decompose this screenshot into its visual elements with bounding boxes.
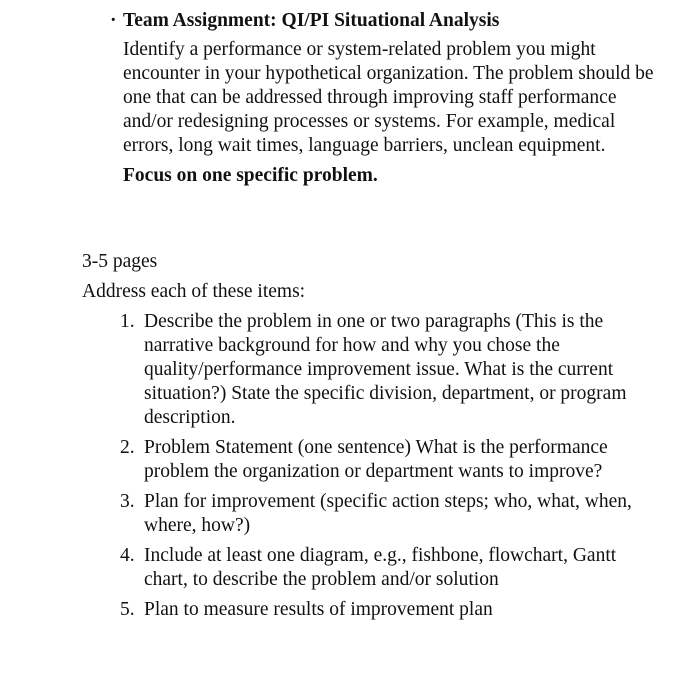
page-count: 3-5 pages	[82, 251, 158, 272]
list-item-text: Problem Statement (one sentence) What is the performance problem the organization or department wants to improve?	[144, 437, 608, 482]
bullet-marker: ·	[110, 10, 117, 31]
list-item-number: 1.	[120, 311, 135, 332]
list-item-text: Plan to measure results of improvement plan	[144, 599, 493, 620]
assignment-heading	[110, 9, 670, 33]
assignment-title: Team Assignment: QI/PI Situational Analysis	[123, 10, 500, 31]
assignment-focus: Focus on one specific problem.	[123, 165, 378, 186]
list-item-number: 2.	[120, 437, 135, 458]
list-item-number: 4.	[120, 545, 135, 566]
list-item	[120, 490, 640, 538]
assignment-section	[110, 9, 670, 188]
address-intro: Address each of these items:	[82, 281, 306, 302]
assignment-description: Identify a performance or system-related problem you might encounter in your hypothetical organization. The problem should be one that can be addressed through improving staff performance and/or redesigning processes or systems. For example, medical errors, long wait times, language barriers, unclean equipment.	[123, 39, 654, 156]
assignment-body	[123, 38, 670, 188]
list-item	[120, 436, 640, 484]
requirements-list	[120, 310, 640, 628]
list-item-text: Include at least one diagram, e.g., fishbone, flowchart, Gantt chart, to describe the problem and/or solution	[144, 545, 617, 590]
list-item-number: 3.	[120, 491, 135, 512]
list-item-text: Describe the problem in one or two paragraphs (This is the narrative background for how and why you chose the quality/performance improvement issue. What is the current situation?) State the specific division, department, or program description.	[144, 311, 627, 428]
list-item	[120, 598, 640, 622]
list-item-text: Plan for improvement (specific action steps; who, what, when, where, how?)	[144, 491, 632, 536]
list-item-number: 5.	[120, 599, 135, 620]
list-item	[120, 544, 640, 592]
list-item	[120, 310, 640, 430]
